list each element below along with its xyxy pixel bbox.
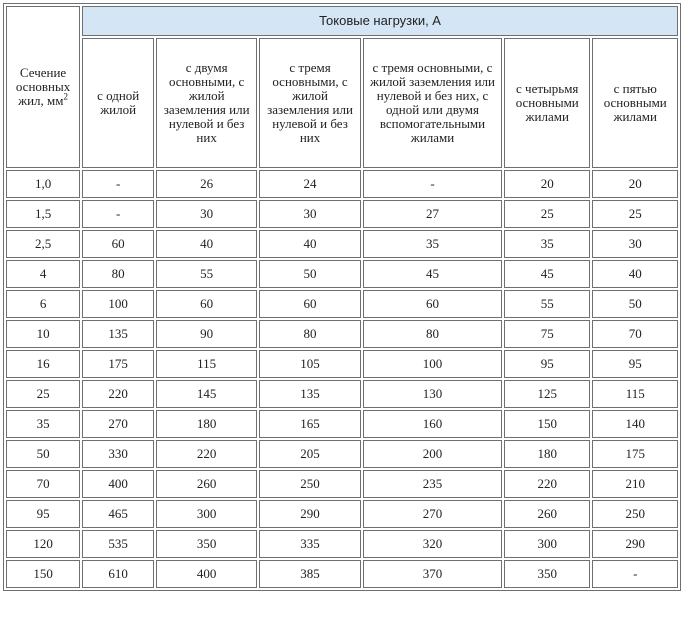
col-header-three-core: с тремя основными, с жилой заземления или нулевой и без них [259,38,361,168]
current-load-cell: 385 [259,560,361,588]
current-load-cell: 25 [504,200,590,228]
col-header-two-core: с двумя основными, с жилой заземления или нулевой и без них [156,38,257,168]
current-load-cell: 535 [82,530,154,558]
current-load-cell: 200 [363,440,502,468]
table-row [6,530,678,558]
current-load-cell: 30 [592,230,678,258]
current-load-cell: 370 [363,560,502,588]
current-load-cell: 250 [259,470,361,498]
header-row-group [6,6,678,36]
current-load-cell: 60 [363,290,502,318]
current-load-cell: 80 [259,320,361,348]
current-load-cell: 260 [504,500,590,528]
col-header-three-core-aux: с тремя основными, с жилой заземления или нулевой и без них, с одной или двумя вспомогательными жилами [363,38,502,168]
current-load-cell: 95 [504,350,590,378]
current-load-cell: 30 [156,200,257,228]
current-load-cell: 115 [592,380,678,408]
table-body [6,6,678,588]
current-load-cell: 60 [82,230,154,258]
cross-section-cell: 35 [6,410,80,438]
table-row [6,170,678,198]
cross-section-cell: 6 [6,290,80,318]
table-row [6,230,678,258]
cross-section-header-text: Сечение основных жил, мм [15,65,71,108]
current-load-cell: 300 [156,500,257,528]
current-load-cell: 55 [156,260,257,288]
current-load-cell: 45 [504,260,590,288]
current-load-cell: 320 [363,530,502,558]
current-load-cell: - [592,560,678,588]
cross-section-cell: 4 [6,260,80,288]
cross-section-cell: 2,5 [6,230,80,258]
current-load-cell: 350 [504,560,590,588]
table-row [6,500,678,528]
current-load-cell: 165 [259,410,361,438]
table-row [6,560,678,588]
current-load-cell: 80 [363,320,502,348]
cross-section-cell: 16 [6,350,80,378]
current-load-cell: 610 [82,560,154,588]
col-header-five-core: с пятью основными жилами [592,38,678,168]
cross-section-cell: 25 [6,380,80,408]
current-load-cell: 30 [259,200,361,228]
current-load-cell: 180 [504,440,590,468]
current-load-cell: 220 [156,440,257,468]
current-load-cell: 130 [363,380,502,408]
current-load-cell: 40 [592,260,678,288]
current-load-cell: 100 [363,350,502,378]
current-load-cell: 205 [259,440,361,468]
current-load-cell: 330 [82,440,154,468]
current-load-cell: 300 [504,530,590,558]
current-load-cell: 80 [82,260,154,288]
current-load-cell: 35 [504,230,590,258]
current-load-cell: 40 [156,230,257,258]
current-load-cell: - [82,200,154,228]
current-loads-header: Токовые нагрузки, А [82,6,678,36]
current-load-cell: 150 [504,410,590,438]
current-load-cell: 26 [156,170,257,198]
current-load-cell: 270 [363,500,502,528]
table-row [6,290,678,318]
current-load-cell: 20 [592,170,678,198]
current-load-cell: 50 [259,260,361,288]
current-load-cell: 175 [592,440,678,468]
current-load-cell: 220 [82,380,154,408]
cross-section-cell: 120 [6,530,80,558]
current-load-cell: 140 [592,410,678,438]
current-load-cell: 135 [259,380,361,408]
current-load-cell: 50 [592,290,678,318]
current-load-cell: 115 [156,350,257,378]
cross-section-header [6,6,80,168]
cross-section-cell: 50 [6,440,80,468]
current-load-cell: 75 [504,320,590,348]
current-load-cell: - [363,170,502,198]
current-load-cell: 135 [82,320,154,348]
current-load-cell: 95 [592,350,678,378]
current-load-cell: 90 [156,320,257,348]
cross-section-cell: 95 [6,500,80,528]
current-load-cell: 260 [156,470,257,498]
current-load-cell: 335 [259,530,361,558]
current-load-cell: 60 [259,290,361,318]
table-row [6,200,678,228]
current-load-cell: 160 [363,410,502,438]
current-load-cell: - [82,170,154,198]
current-load-cell: 220 [504,470,590,498]
col-header-single-core: с одной жилой [82,38,154,168]
cross-section-cell: 1,0 [6,170,80,198]
current-load-cell: 105 [259,350,361,378]
table-row [6,260,678,288]
col-header-four-core: с четырьмя основными жилами [504,38,590,168]
table-row [6,470,678,498]
current-load-cell: 60 [156,290,257,318]
current-load-cell: 100 [82,290,154,318]
current-load-cell: 210 [592,470,678,498]
current-load-cell: 55 [504,290,590,318]
current-load-cell: 35 [363,230,502,258]
table-row [6,350,678,378]
current-load-cell: 24 [259,170,361,198]
current-load-cell: 250 [592,500,678,528]
current-load-cell: 125 [504,380,590,408]
current-load-cell: 40 [259,230,361,258]
cross-section-cell: 10 [6,320,80,348]
table-row [6,380,678,408]
current-load-cell: 70 [592,320,678,348]
current-load-cell: 25 [592,200,678,228]
header-row-columns [6,38,678,168]
current-load-cell: 20 [504,170,590,198]
table-row [6,440,678,468]
current-load-cell: 45 [363,260,502,288]
current-load-table [3,3,681,591]
current-load-cell: 145 [156,380,257,408]
current-load-cell: 465 [82,500,154,528]
table-row [6,410,678,438]
current-load-cell: 290 [592,530,678,558]
cross-section-cell: 70 [6,470,80,498]
cross-section-header-sup: 2 [63,91,68,102]
current-load-cell: 180 [156,410,257,438]
cross-section-cell: 1,5 [6,200,80,228]
current-load-cell: 27 [363,200,502,228]
table-row [6,320,678,348]
current-load-cell: 175 [82,350,154,378]
current-load-cell: 235 [363,470,502,498]
cross-section-cell: 150 [6,560,80,588]
current-load-cell: 400 [156,560,257,588]
current-load-cell: 400 [82,470,154,498]
current-load-cell: 350 [156,530,257,558]
current-load-cell: 290 [259,500,361,528]
current-load-cell: 270 [82,410,154,438]
